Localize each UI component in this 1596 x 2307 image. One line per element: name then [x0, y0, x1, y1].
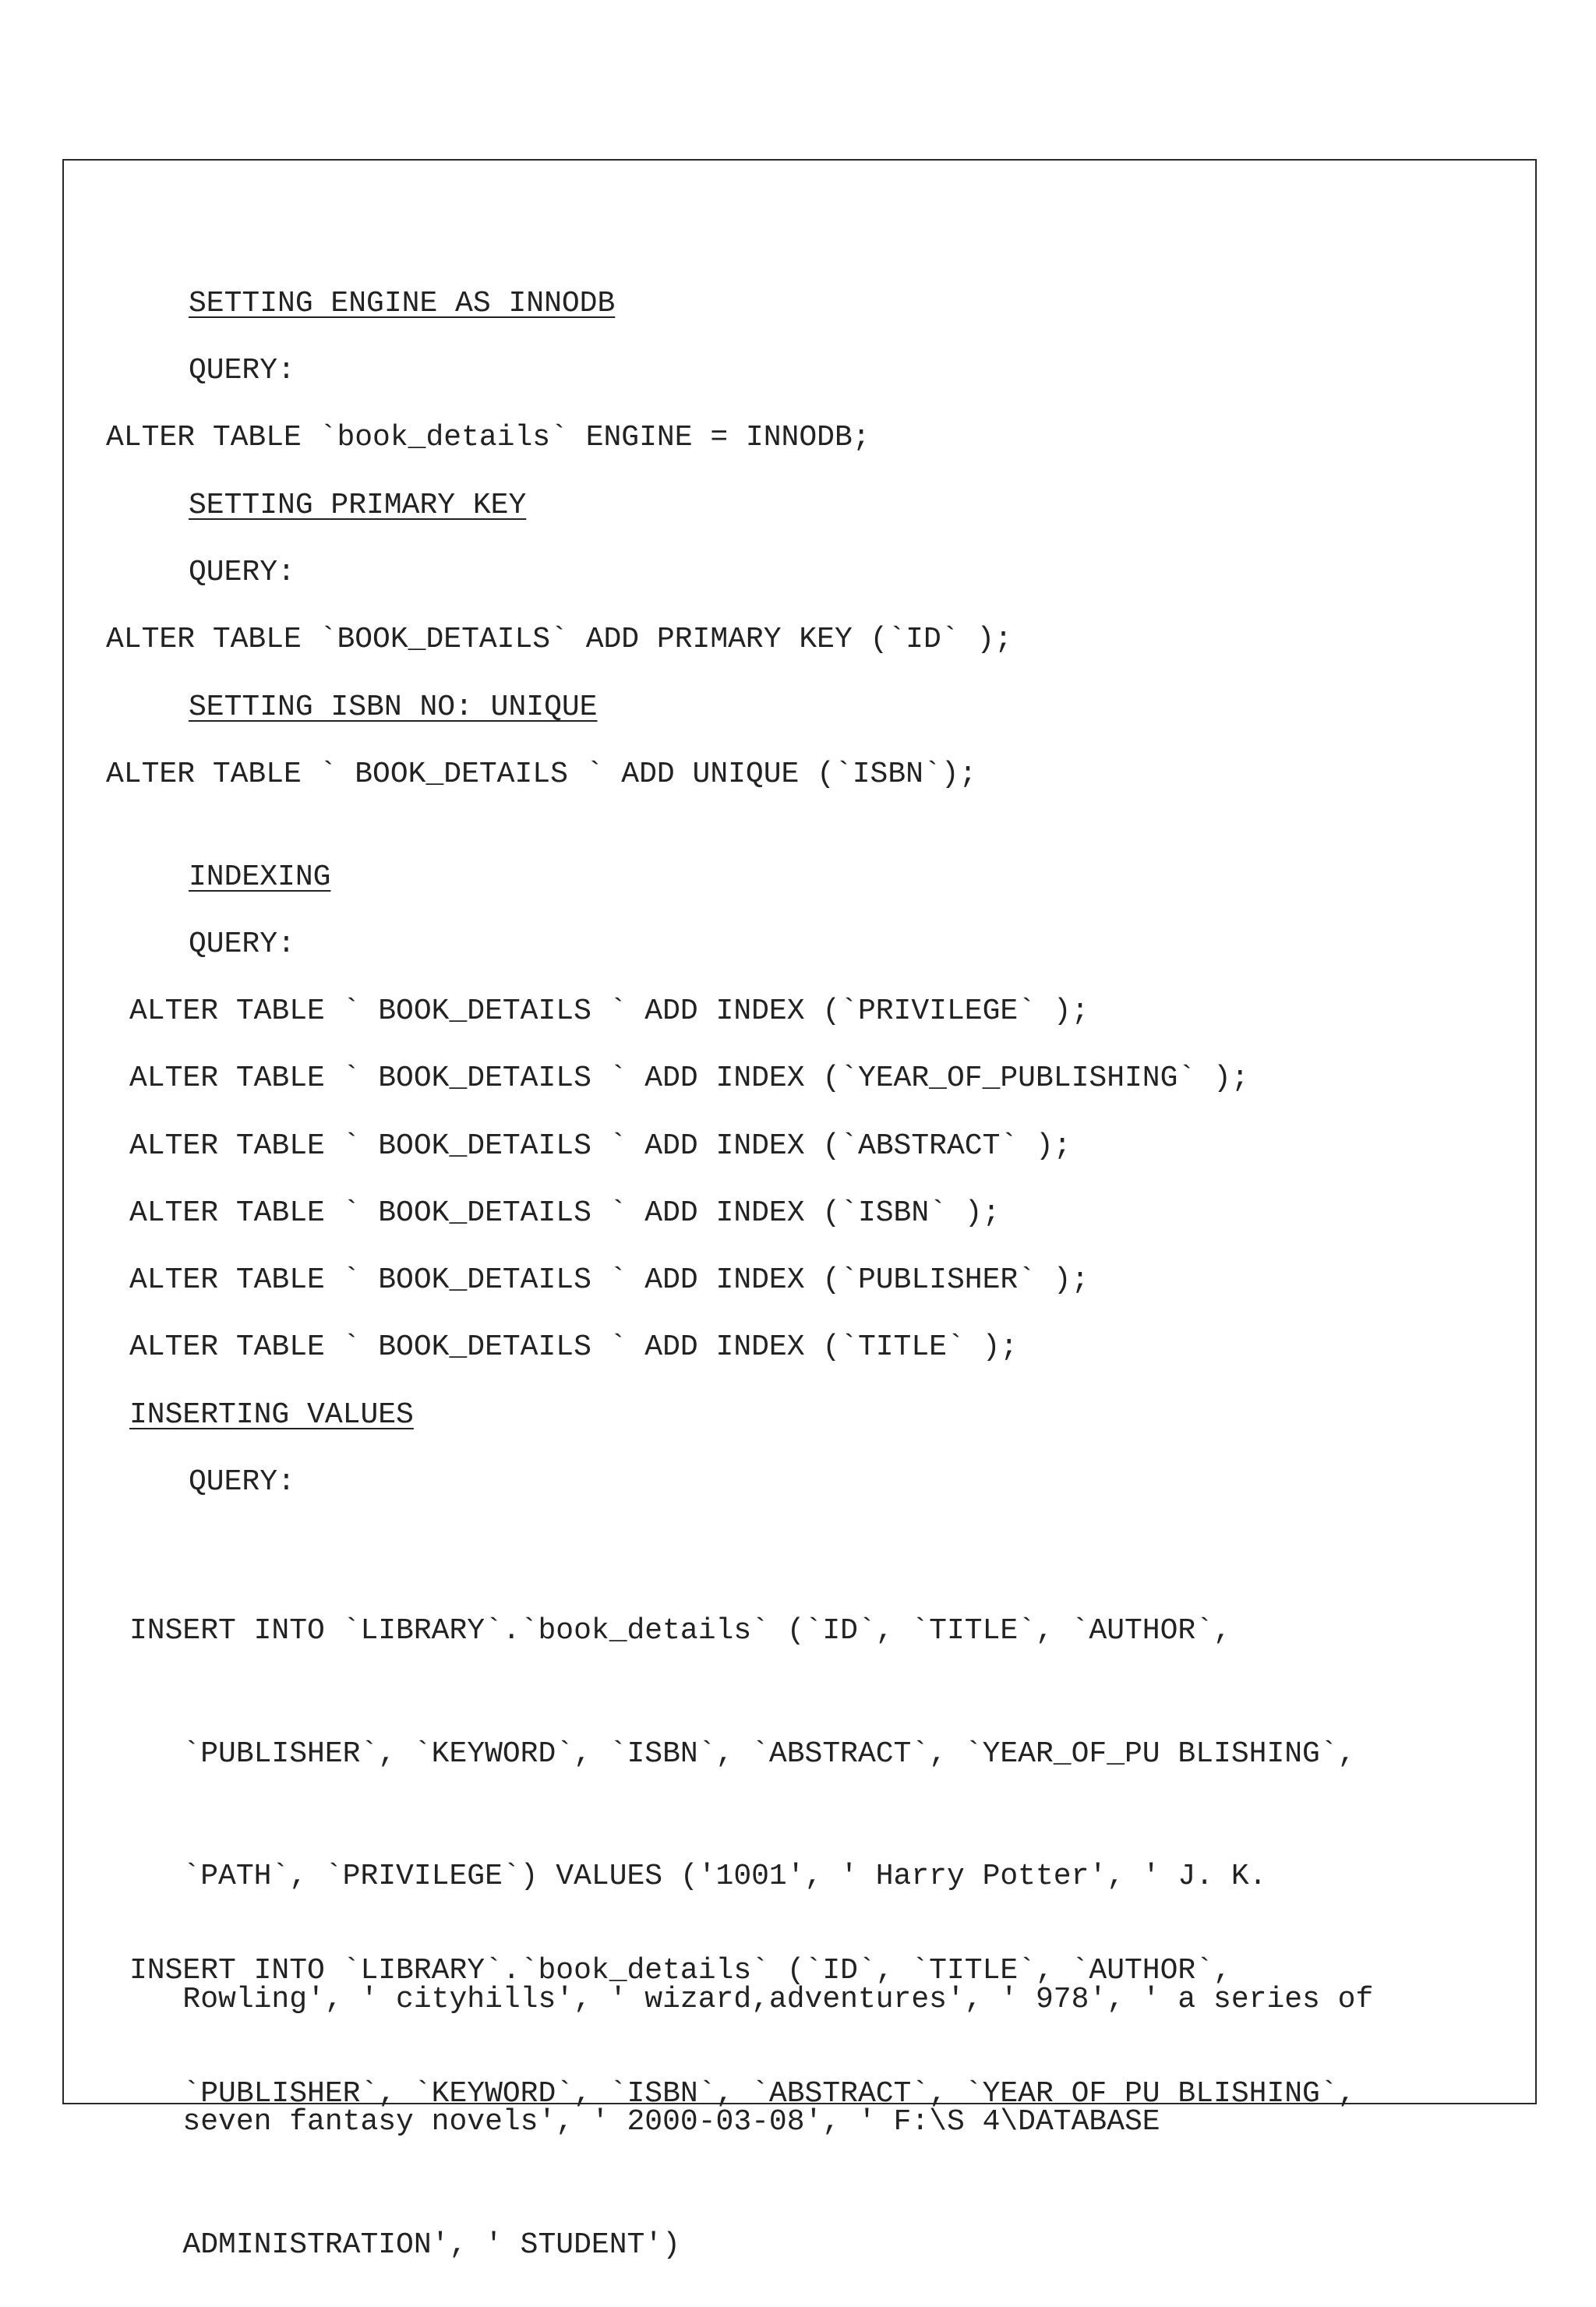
query-unique: ALTER TABLE ` BOOK_DETAILS ` ADD UNIQUE (`ISBN`); — [106, 758, 977, 791]
query-index-privilege: ALTER TABLE ` BOOK_DETAILS ` ADD INDEX (`PRIVILEGE` ); — [129, 995, 1089, 1028]
query-label: QUERY: — [189, 556, 295, 589]
heading-unique: SETTING ISBN NO: UNIQUE — [189, 691, 598, 724]
query-primary-key: ALTER TABLE `BOOK_DETAILS` ADD PRIMARY KEY (`ID` ); — [106, 623, 1012, 656]
query-label: QUERY: — [189, 1465, 295, 1499]
insert-1-line: `PUBLISHER`, `KEYWORD`, `ISBN`, `ABSTRACT`, `YEAR_OF_PU BLISHING`, — [129, 1736, 1356, 1771]
insert-1-line: INSERT INTO `LIBRARY`.`book_details` (`ID`, `TITLE`, `AUTHOR`, — [129, 1614, 1231, 1648]
insert-1-line: ADMINISTRATION', ' STUDENT') — [129, 2228, 680, 2262]
insert-2-line: `PUBLISHER`, `KEYWORD`, `ISBN`, `ABSTRACT`, `YEAR_OF_PU BLISHING`, — [129, 2076, 1356, 2111]
insert-statement-2 — [129, 1869, 1355, 2156]
insert-1-line: Rowling', ' cityhills', ' wizard,adventures', ' 978', ' a series of — [129, 1982, 1374, 2016]
heading-primary-key: SETTING PRIMARY KEY — [189, 489, 527, 522]
heading-setting-engine: SETTING ENGINE AS INNODB — [189, 287, 616, 320]
query-label: QUERY: — [189, 354, 295, 387]
query-index-isbn: ALTER TABLE ` BOOK_DETAILS ` ADD INDEX (`ISBN` ); — [129, 1196, 1001, 1230]
heading-inserting-values: INSERTING VALUES — [129, 1398, 414, 1432]
insert-1-line: `PATH`, `PRIVILEGE`) VALUES ('1001', ' Harry Potter', ' J. K. — [129, 1860, 1267, 1893]
query-index-year: ALTER TABLE ` BOOK_DETAILS ` ADD INDEX (`YEAR_OF_PUBLISHING` ); — [129, 1062, 1249, 1095]
insert-1-line: seven fantasy novels', ' 2000-03-08', ' F:\S 4\DATABASE — [129, 2105, 1160, 2139]
query-label: QUERY: — [189, 927, 295, 961]
heading-indexing: INDEXING — [189, 860, 331, 894]
query-engine: ALTER TABLE `book_details` ENGINE = INNODB; — [106, 421, 870, 454]
query-index-abstract: ALTER TABLE ` BOOK_DETAILS ` ADD INDEX (`ABSTRACT` ); — [129, 1129, 1072, 1163]
query-index-publisher: ALTER TABLE ` BOOK_DETAILS ` ADD INDEX (`PUBLISHER` ); — [129, 1263, 1089, 1297]
insert-2-line: INSERT INTO `LIBRARY`.`book_details` (`ID`, `TITLE`, `AUTHOR`, — [129, 1954, 1231, 1987]
query-index-title: ALTER TABLE ` BOOK_DETAILS ` ADD INDEX (`TITLE` ); — [129, 1330, 1019, 1364]
